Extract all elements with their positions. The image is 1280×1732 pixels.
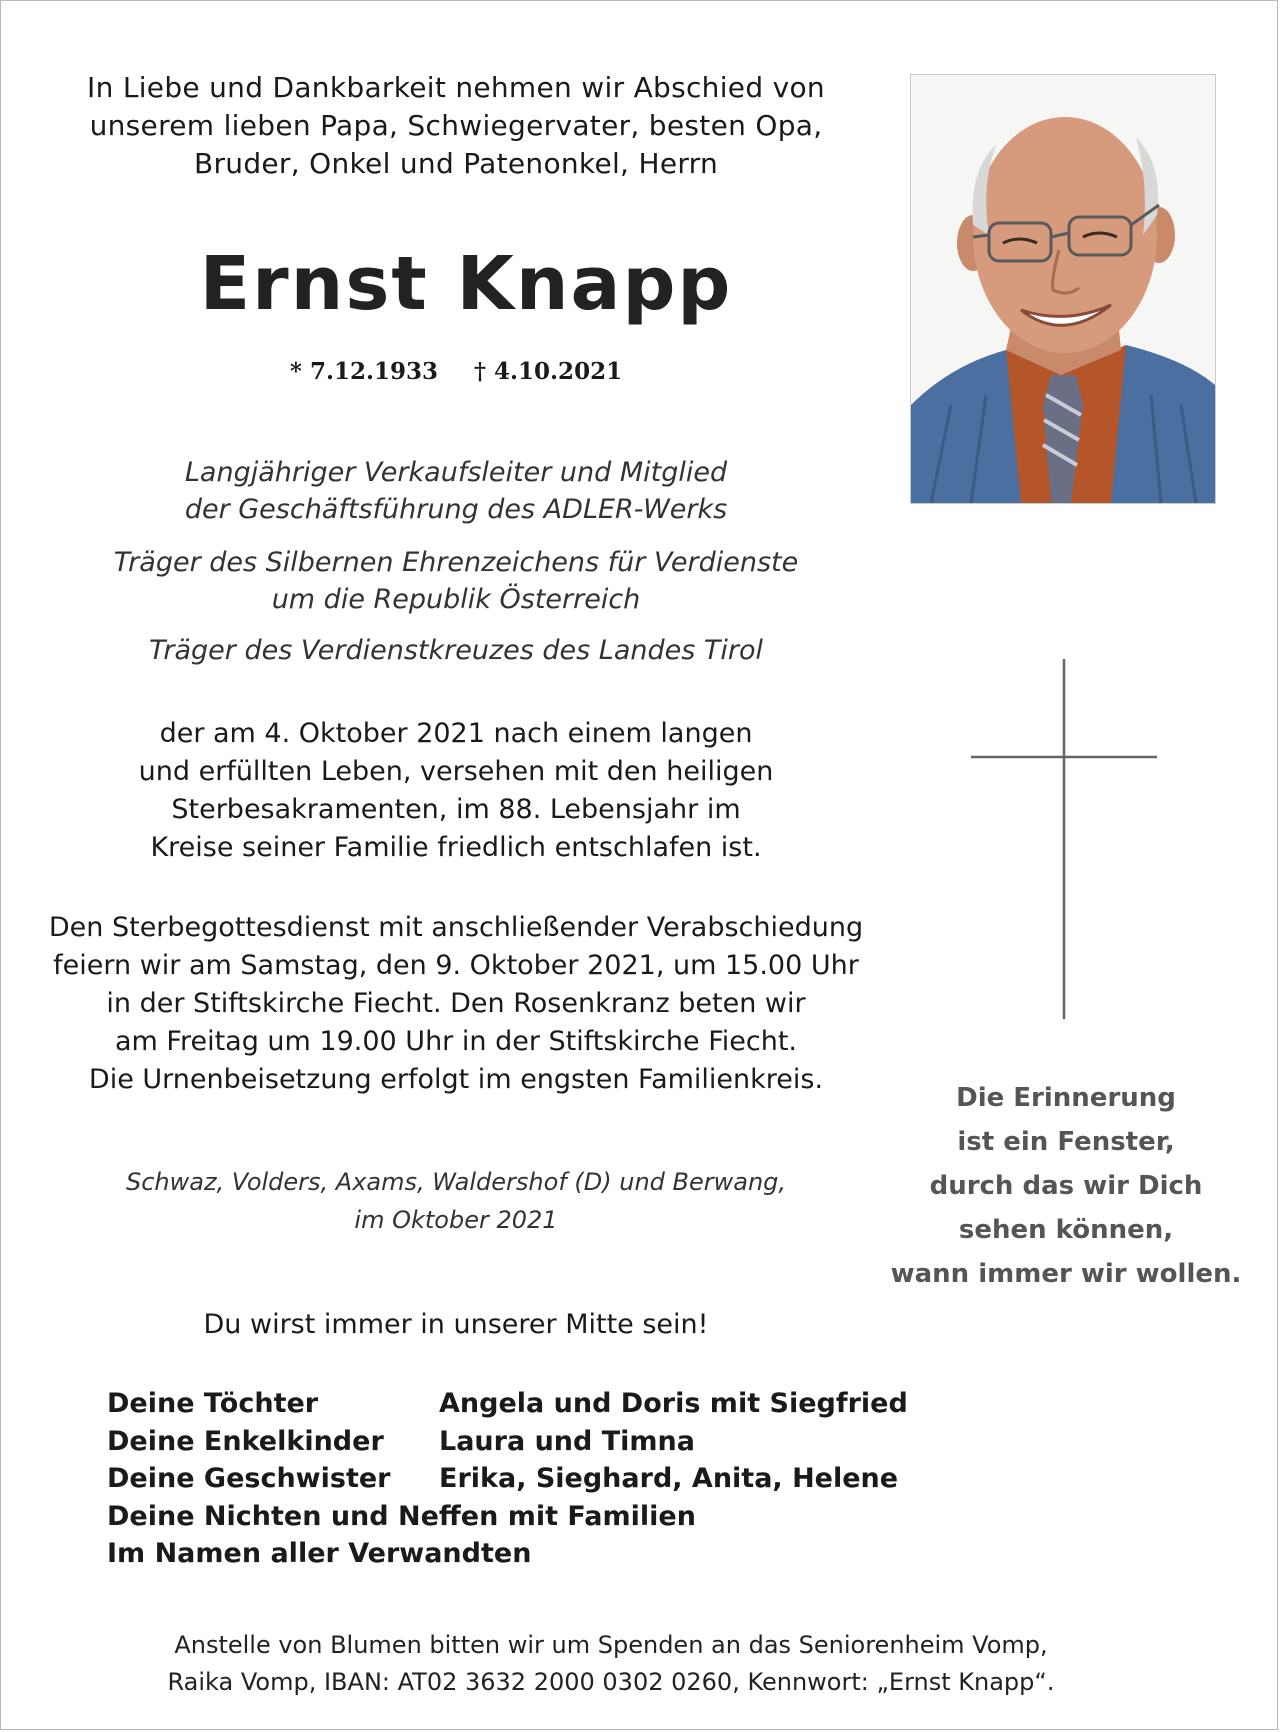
passing-line-1: der am 4. Oktober 2021 nach einem langen — [159, 718, 753, 749]
role-block-3 — [41, 632, 871, 669]
intro-line-1: In Liebe und Dankbarkeit nehmen wir Abschied von — [87, 71, 825, 104]
family-relation: Deine Geschwister — [107, 1463, 391, 1494]
role-1-line-1: Langjähriger Verkaufsleiter und Mitglied — [184, 457, 728, 488]
role-1-line-2: der Geschäftsführung des ADLER-Werks — [184, 494, 728, 525]
portrait-illustration — [911, 75, 1215, 503]
family-names: Deine Nichten und Neffen mit Familien — [107, 1500, 696, 1532]
service-line-1: Den Sterbegottesdienst mit anschließender Verabschiedung — [48, 912, 864, 943]
family-list — [107, 1385, 908, 1573]
family-row — [107, 1498, 908, 1536]
death-date: † 4.10.2021 — [474, 358, 623, 385]
service-line-2: feiern wir am Samstag, den 9. Oktober 2021, um 15.00 Uhr — [53, 950, 859, 981]
place-line-1: Schwaz, Volders, Axams, Waldershof (D) und Berwang, — [125, 1168, 787, 1196]
family-names: Laura und Timna — [439, 1425, 695, 1457]
family-relation: Deine Töchter — [107, 1388, 319, 1419]
intro-text — [41, 69, 871, 183]
birth-date: * 7.12.1933 — [289, 358, 438, 385]
memorial-quote — [881, 1076, 1251, 1296]
family-row — [107, 1423, 908, 1461]
family-row — [107, 1385, 908, 1423]
family-row — [107, 1460, 908, 1498]
quote-line-1: Die Erinnerung — [956, 1083, 1176, 1113]
motto: Du wirst immer in unserer Mitte sein! — [203, 1309, 709, 1340]
quote-line-2: ist ein Fenster, — [957, 1127, 1175, 1157]
passing-text — [41, 715, 871, 867]
quote-line-4: sehen können, — [958, 1215, 1174, 1245]
donation-line-2: Raika Vomp, IBAN: AT02 3632 2000 0302 0260, Kennwort: „Ernst Knapp“. — [167, 1668, 1055, 1696]
portrait-photo — [910, 74, 1216, 504]
deceased-name: Ernst Knapp — [199, 241, 733, 327]
donation-line-1: Anstelle von Blumen bitten wir um Spenden an das Seniorenheim Vomp, — [174, 1631, 1048, 1659]
cross-icon — [971, 659, 1157, 1019]
family-relation: Deine Enkelkinder — [107, 1425, 384, 1457]
intro-line-2: unserem lieben Papa, Schwiegervater, besten Opa, — [89, 109, 823, 142]
passing-line-3: Sterbesakramenten, im 88. Lebensjahr im — [171, 794, 741, 825]
family-names: Im Namen aller Verwandten — [107, 1538, 532, 1569]
role-block-1 — [41, 454, 871, 528]
family-row — [107, 1535, 908, 1573]
service-line-4: am Freitag um 19.00 Uhr in der Stiftskirche Fiecht. — [114, 1026, 798, 1057]
service-line-3: in der Stiftskirche Fiecht. Den Rosenkranz beten wir — [106, 988, 806, 1019]
role-3-line-1: Träger des Verdienstkreuzes des Landes Tirol — [149, 635, 763, 666]
family-names: Angela und Doris mit Siegfried — [439, 1388, 908, 1419]
family-names: Erika, Sieghard, Anita, Helene — [439, 1463, 899, 1494]
passing-line-2: und erfüllten Leben, versehen mit den heiligen — [138, 756, 774, 787]
place-line-2: im Oktober 2021 — [354, 1206, 558, 1234]
intro-line-3: Bruder, Onkel und Patenonkel, Herrn — [193, 147, 719, 180]
service-text — [31, 909, 881, 1099]
quote-line-5: wann immer wir wollen. — [890, 1259, 1242, 1289]
quote-line-3: durch das wir Dich — [929, 1171, 1203, 1201]
role-2-line-1: Träger des Silbernen Ehrenzeichens für Verdienste — [113, 547, 799, 578]
life-dates — [41, 358, 871, 385]
role-block-2 — [41, 544, 871, 618]
passing-line-4: Kreise seiner Familie friedlich entschlafen ist. — [150, 832, 762, 863]
service-line-5: Die Urnenbeisetzung erfolgt im engsten Familienkreis. — [88, 1064, 824, 1095]
donation-note — [41, 1627, 1181, 1701]
place-and-date — [41, 1163, 871, 1239]
role-2-line-2: um die Republik Österreich — [271, 584, 641, 615]
